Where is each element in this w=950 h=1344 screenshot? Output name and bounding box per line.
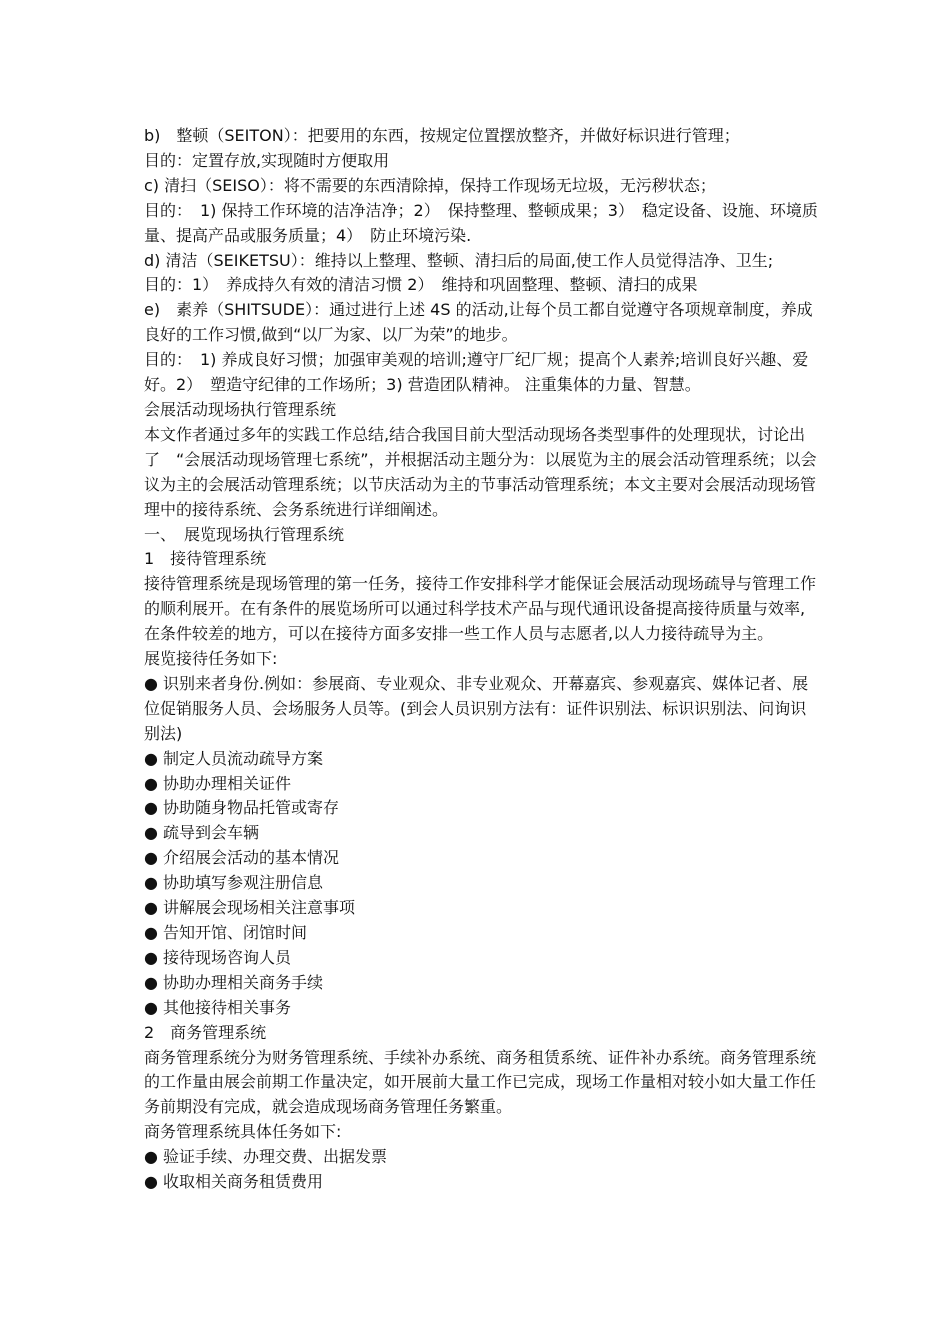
list-item: ● 收取相关商务租赁费用 <box>144 1170 820 1195</box>
list-item: ● 接待现场咨询人员 <box>144 946 820 971</box>
paragraph-business: 商务管理系统分为财务管理系统、手续补办系统、商务租赁系统、证件补办系统。商务管理系统的工作量由展会前期工作量决定，如开展前大量工作已完成，现场工作量相对较小如大量工作任务前期没有完成，就会造成现场商务管理任务繁重。 <box>144 1047 817 1117</box>
list-item: ● 制定人员流动疏导方案 <box>144 747 820 772</box>
list-item: ● 告知开馆、闭馆时间 <box>144 921 820 946</box>
list-item: ● 验证手续、办理交费、出据发票 <box>144 1145 820 1170</box>
reception-tasks-intro: 展览接待任务如下: <box>144 649 278 669</box>
business-tasks-intro: 商务管理系统具体任务如下: <box>144 1122 342 1142</box>
list-item: ● 协助办理相关商务手续 <box>144 971 820 996</box>
section-title: 会展活动现场执行管理系统 <box>144 399 337 419</box>
paragraph-reception: 接待管理系统是现场管理的第一任务，接待工作安排科学才能保证会展活动现场疏导与管理工作的顺利展开。在有条件的展览场所可以通过科学技术产品与现代通讯设备提高接待质量与效率,在条件较差的地方，可以在接待方面多安排一些工作人员与志愿者,以人力接待疏导为主。 <box>144 574 817 644</box>
paragraph-seiketsu-purpose: 目的：1） 养成持久有效的清洁习惯 2） 维持和巩固整理、整顿、清扫的成果 <box>144 275 698 295</box>
list-item: ● 讲解展会现场相关注意事项 <box>144 896 820 921</box>
paragraph-seiso-purpose: 目的： 1) 保持工作环境的洁净洁净；2） 保持整理、整顿成果；3） 稳定设备、设施、环境质量、提高产品或服务质量；4） 防止环境污染. <box>144 200 818 245</box>
paragraph-shitsuke-purpose: 目的： 1) 养成良好习惯；加强审美观的培训;遵守厂纪厂规；提高个人素养;培训良好兴趣、爱好。2） 塑造守纪律的工作场所；3) 营造团队精神。 注重集体的力量、智慧。 <box>144 350 809 395</box>
list-item: ● 协助填写参观注册信息 <box>144 871 820 896</box>
paragraph-shitsuke: e) 素养（SHITSUDE）：通过进行上述 4S 的活动,让每个员工都自觉遵守各项规章制度，养成良好的工作习惯,做到“以厂为家、以厂为荣”的地步。 <box>144 300 813 345</box>
paragraph-intro: 本文作者通过多年的实践工作总结,结合我国目前大型活动现场各类型事件的处理现状，讨论出了 “会展活动现场管理七系统”，并根据活动主题分为：以展览为主的展会活动管理系统；以会议为主的会展活动管理系统；以节庆活动为主的节事活动管理系统；本文主要对会展活动现场管理中的接待系统、会务系统进行详细阐述。 <box>144 424 817 519</box>
document-body <box>144 124 820 1195</box>
paragraph-seiketsu: d) 清洁（SEIKETSU）：维持以上整理、整顿、清扫后的局面,使工作人员觉得洁净、卫生; <box>144 250 774 270</box>
list-item: ● 其他接待相关事务 <box>144 996 820 1021</box>
paragraph-seiton: b) 整顿（SEITON）：把要用的东西，按规定位置摆放整齐，并做好标识进行管理； <box>144 126 740 145</box>
paragraph-seiton-purpose: 目的：定置存放,实现随时方便取用 <box>144 150 390 170</box>
paragraph-seiso: c) 清扫（SEISO）：将不需要的东西清除掉，保持工作现场无垃圾，无污秽状态； <box>144 175 716 195</box>
heading-reception-system: 1 接待管理系统 <box>144 549 267 569</box>
list-item: ● 协助随身物品托管或寄存 <box>144 796 820 821</box>
list-item: ● 识别来者身份.例如：参展商、专业观众、非专业观众、开幕嘉宾、参观嘉宾、媒体记者、展位促销服务人员、会场服务人员等。(到会人员识别方法有：证件识别法、标识识别法、问询识别法) <box>144 672 820 747</box>
list-item: ● 疏导到会车辆 <box>144 821 820 846</box>
list-item: ● 协助办理相关证件 <box>144 772 820 797</box>
heading-exhibition-system: 一、 展览现场执行管理系统 <box>144 524 345 544</box>
list-item: ● 介绍展会活动的基本情况 <box>144 846 820 871</box>
heading-business-system: 2 商务管理系统 <box>144 1022 267 1042</box>
